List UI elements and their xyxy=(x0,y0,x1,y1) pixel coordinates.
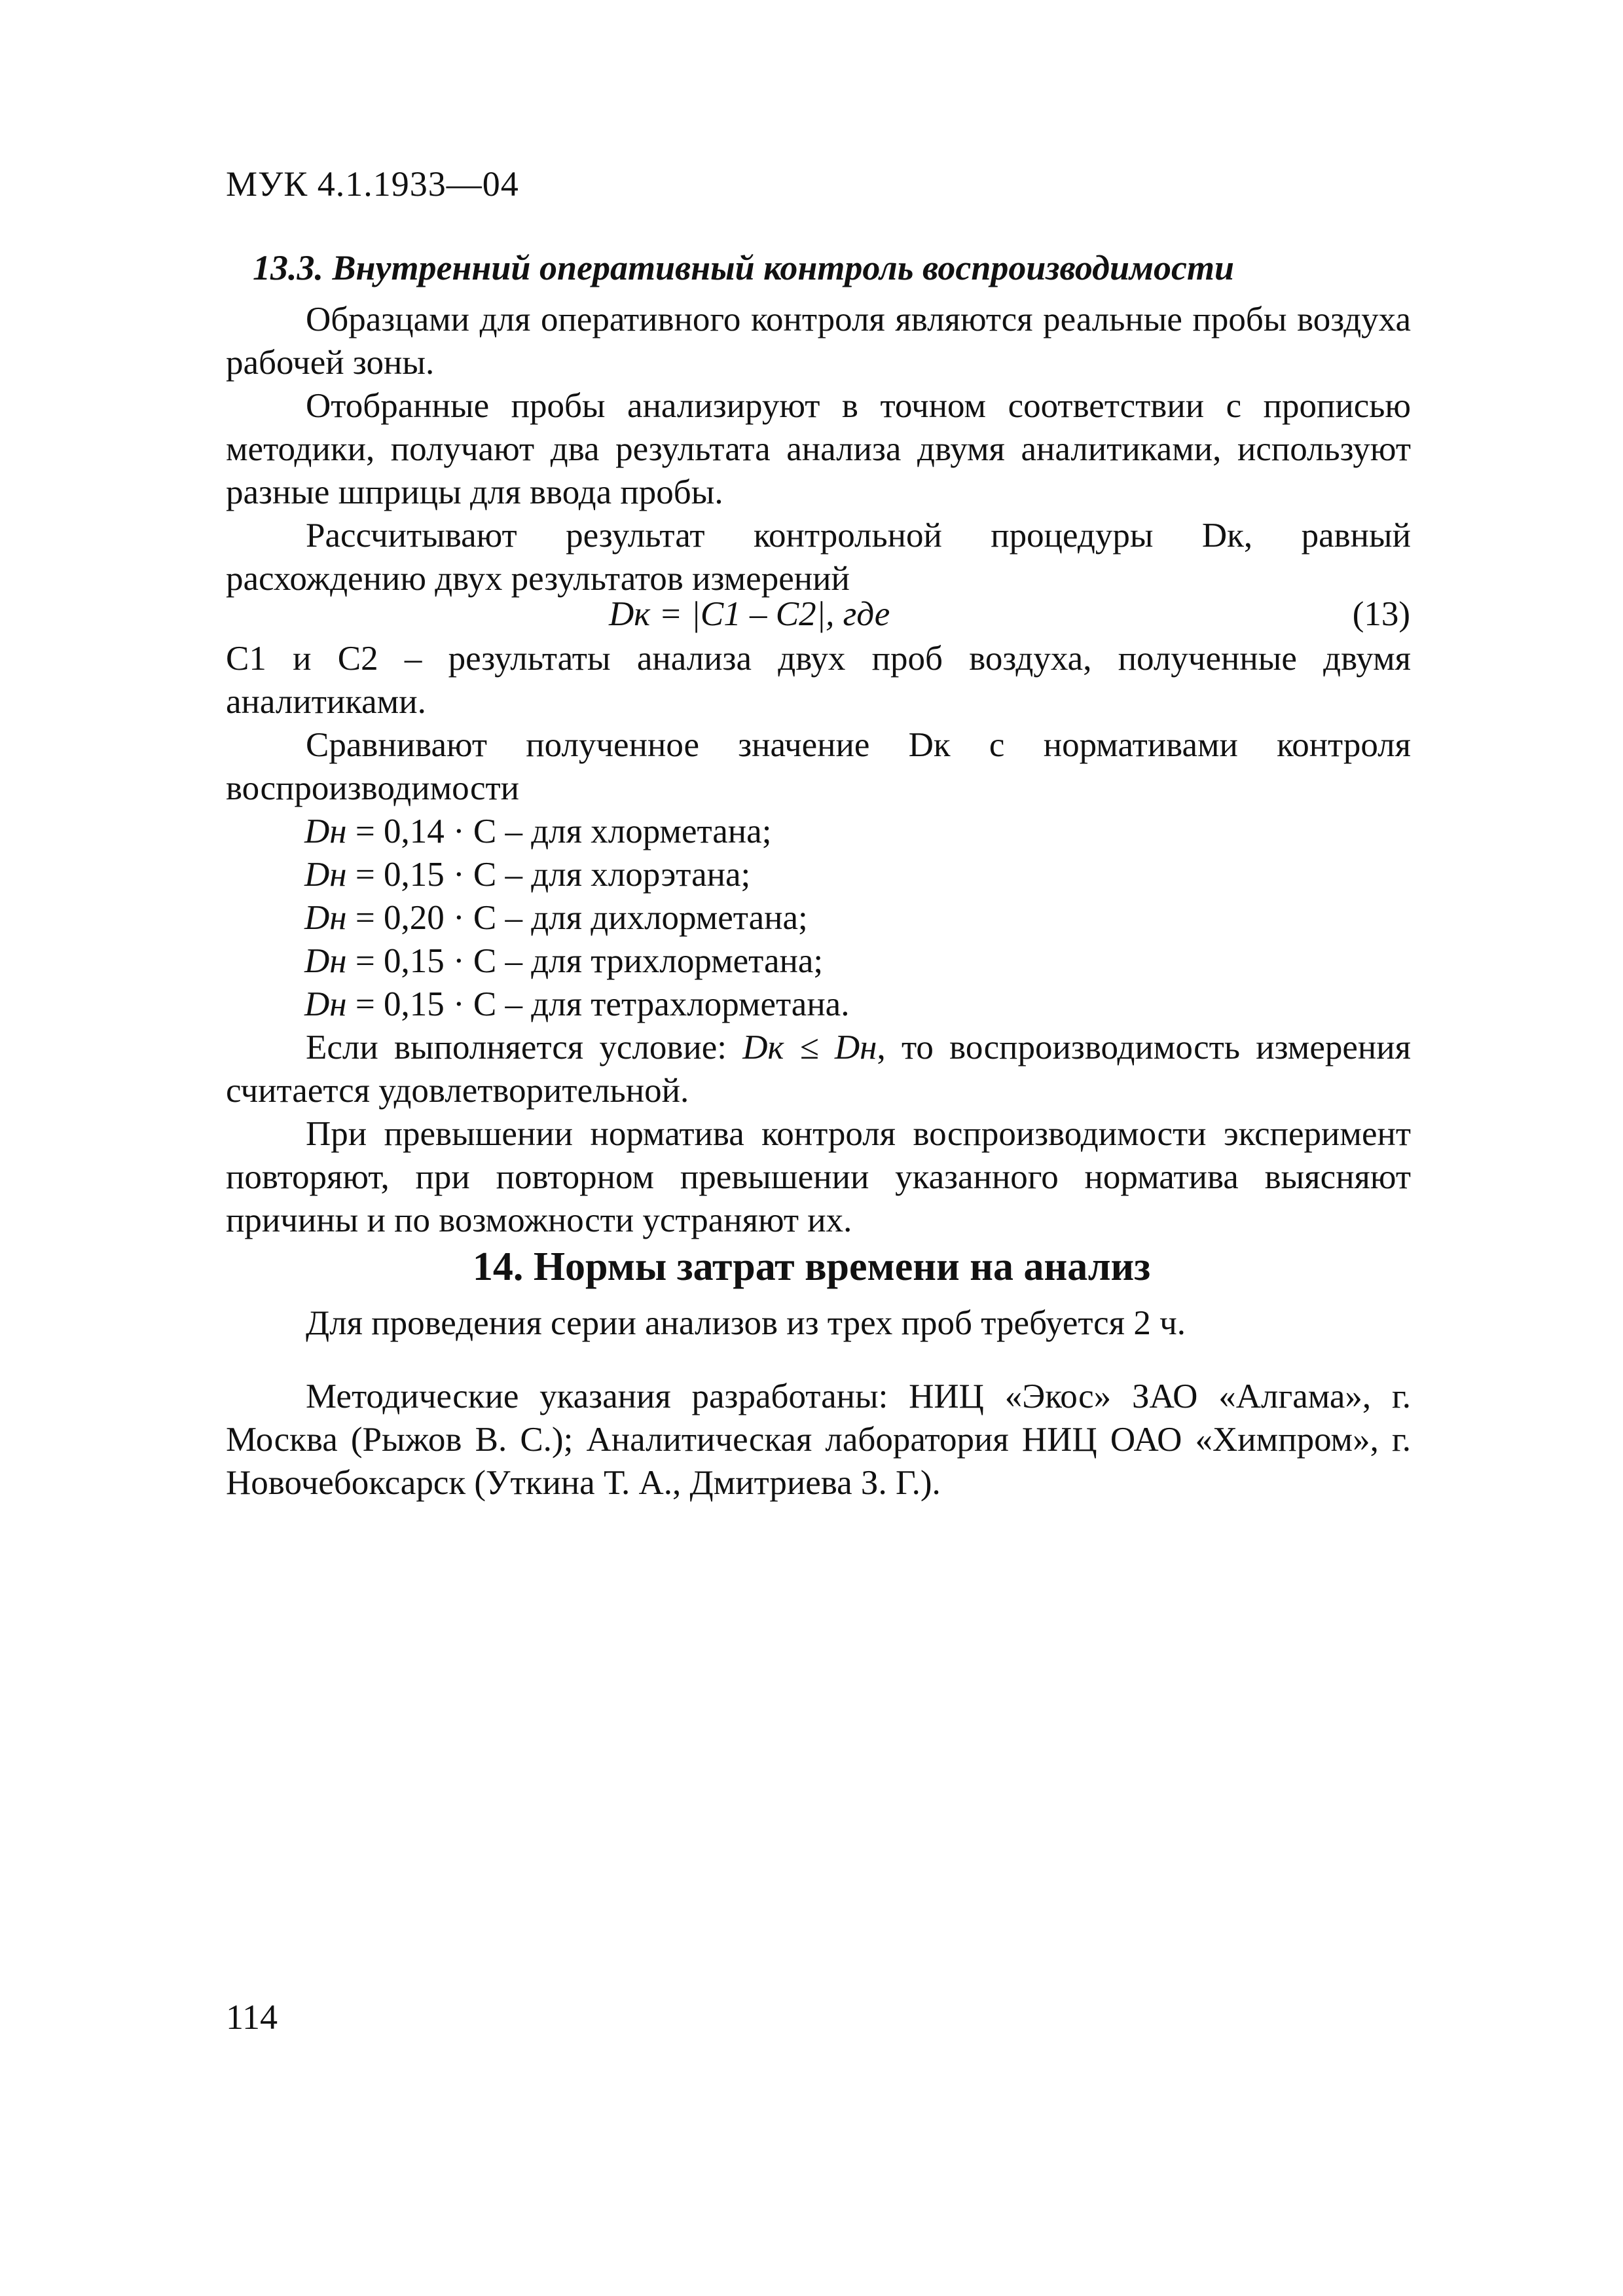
paragraph-compare: Сравнивают полученное значение Dк с нормативами контроля воспроизводимости xyxy=(226,726,1411,807)
norm-lhs: Dн xyxy=(304,942,347,980)
text-block-3 xyxy=(226,1026,1411,1242)
norm-line xyxy=(304,810,771,853)
norm-coef: = 0,15 · C xyxy=(355,942,497,980)
formula-number: (13) xyxy=(1352,595,1410,633)
norm-substance: – для хлорметана; xyxy=(505,812,772,850)
norm-lhs: Dн xyxy=(304,899,347,937)
text-block-1 xyxy=(226,298,1411,600)
condition-inequality: Dк ≤ Dн xyxy=(742,1029,877,1066)
norm-coef: = 0,15 · C xyxy=(355,856,497,894)
norm-line xyxy=(304,983,849,1026)
norm-substance: – для тетрахлорметана. xyxy=(505,985,850,1023)
norm-coef: = 0,14 · C xyxy=(355,812,497,850)
norm-line xyxy=(304,896,808,939)
norm-lhs: Dн xyxy=(304,812,347,850)
page-number: 114 xyxy=(226,1997,278,2037)
norm-line xyxy=(304,853,750,896)
norm-line xyxy=(304,939,823,983)
paragraph-time-norm: Для проведения серии анализов из трех проб требуется 2 ч. xyxy=(306,1304,1186,1342)
paragraph-procedure: Отобранные пробы анализируют в точном соответствии с прописью методики, получают два результата анализа двумя аналитиками, используют разные шприцы для ввода пробы. xyxy=(226,387,1411,511)
paragraph-variables: C1 и C2 – результаты анализа двух проб воздуха, полученные двумя аналитиками. xyxy=(226,640,1411,721)
norm-substance: – для трихлорметана; xyxy=(505,942,824,980)
norm-substance: – для дихлорметана; xyxy=(505,899,808,937)
norm-lhs: Dн xyxy=(304,856,347,894)
norm-coef: = 0,20 · C xyxy=(355,899,497,937)
subsection-title: 13.3. Внутренний оперативный контроль воспроизводимости xyxy=(253,248,1234,287)
paragraph-calculation: Рассчитывают результат контрольной процедуры Dк, равный расхождению двух результатов измерений xyxy=(226,517,1411,598)
paragraph-credits: Методические указания разработаны: НИЦ «Экос» ЗАО «Алгама», г. Москва (Рыжов В. С.); Аналитическая лаборатория НИЦ ОАО «Химпром», г. Новочебоксарск (Уткина Т. А., Дмитриева З. Г.). xyxy=(226,1377,1411,1502)
norm-coef: = 0,15 · C xyxy=(355,985,497,1023)
paragraph-samples: Образцами для оперативного контроля являются реальные пробы воздуха рабочей зоны. xyxy=(226,301,1411,382)
text-block-5 xyxy=(226,1375,1411,1504)
paragraph-exceeding: При превышении норматива контроля воспроизводимости эксперимент повторяют, при повторном превышении указанного норматива выясняют причины и по возможности устраняют их. xyxy=(226,1115,1411,1239)
norm-lhs: Dн xyxy=(304,985,347,1023)
condition-suffix: , то воспроизводимость измерения считается удовлетворительной. xyxy=(226,1029,1411,1110)
condition-prefix: Если выполняется условие: xyxy=(306,1029,743,1066)
document-code: МУК 4.1.1933—04 xyxy=(226,164,519,204)
paragraph-condition xyxy=(226,1026,1411,1112)
text-block-2 xyxy=(226,637,1411,810)
section-14-title: 14. Нормы затрат времени на анализ xyxy=(472,1245,1151,1289)
norm-substance: – для хлорэтана; xyxy=(505,856,751,894)
text-block-4 xyxy=(226,1302,1411,1345)
formula-expression: Dк = |C1 – C2|, где xyxy=(609,595,890,633)
